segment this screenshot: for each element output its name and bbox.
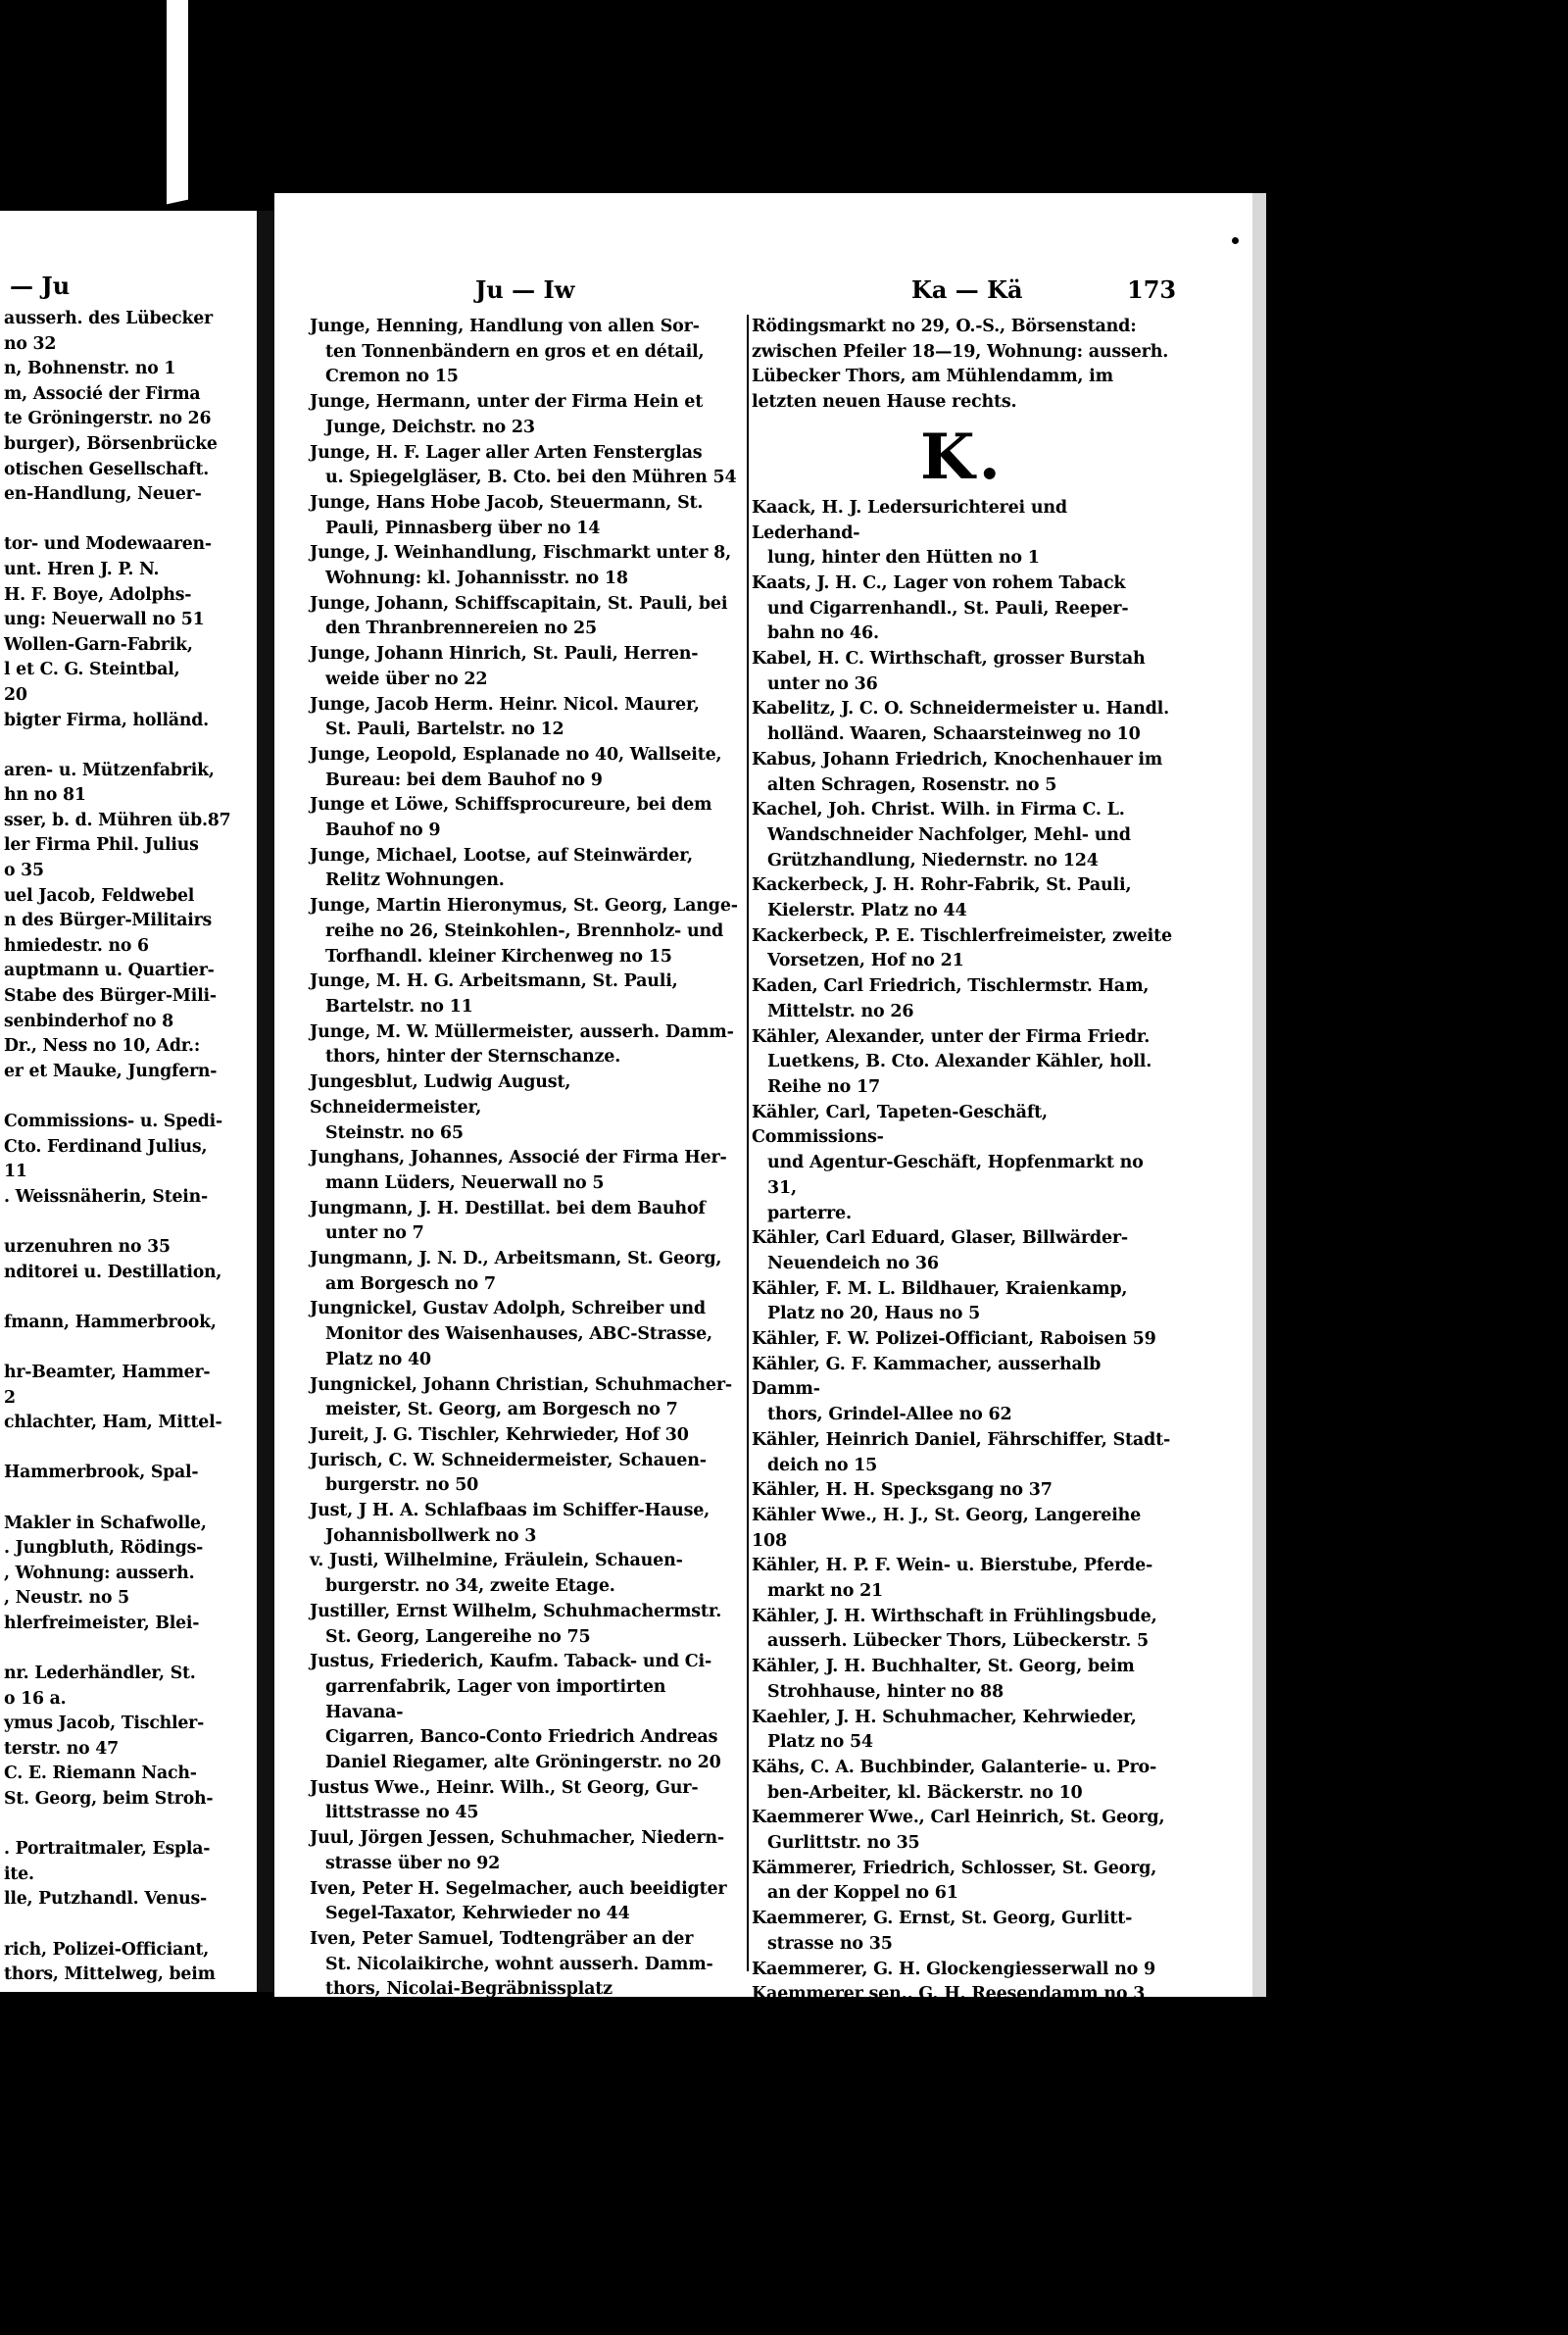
left-line: H. F. Boye, Adolphs-	[4, 584, 192, 605]
left-line: burger), Börsenbrücke	[4, 433, 218, 454]
entry-first-line: Kabel, H. C. Wirthschaft, grosser Burstah	[752, 649, 1146, 670]
entry-continuation: Poststr. no 17	[767, 2135, 898, 2156]
left-line: chlachter, Ham, Mittel-	[4, 1413, 222, 1433]
directory-entry	[752, 1806, 1173, 1856]
directory-entry	[310, 2078, 746, 2229]
directory-entry	[310, 1146, 746, 1196]
page-number: 173	[1127, 275, 1177, 304]
entry-first-line: Iven, Peter H. Segelmacher, auch beeidigter	[310, 1878, 727, 1899]
directory-entry	[310, 2028, 746, 2078]
entry-continuation: St. Nicolaikirche, wohnt ausserh. Damm-	[325, 1954, 713, 1974]
entry-first-line: Kaehler, J. H. Schuhmacher, Kehrwieder,	[752, 1707, 1137, 1727]
directory-entry	[310, 793, 746, 843]
entry-first-line: Kaemmerer, Wilh. H. unter obiger Firma,	[752, 2110, 1143, 2130]
directory-entry	[310, 1650, 746, 1776]
entry-continuation: Bureau: bei dem Bauhof no 9	[325, 770, 603, 790]
left-running-head: — Ju	[10, 272, 71, 300]
left-line: Stabe des Bürger-Mili-	[4, 986, 217, 1007]
entry-continuation: sicherungs Gesellschaft in Triest, Compt:	[325, 2206, 715, 2226]
directory-entry	[752, 798, 1173, 873]
entry-continuation: Pauli, Pinnasberg über no 14	[325, 518, 601, 538]
directory-entry	[752, 2159, 1173, 2234]
entry-continuation: markt no 21	[767, 1581, 884, 1602]
left-line	[4, 1335, 254, 1361]
left-line: otischen Gesellschaft.	[4, 459, 210, 479]
left-line: l et C. G. Steintbal,	[4, 660, 180, 680]
continuation-line: letzten neuen Hause rechts.	[752, 392, 1017, 413]
left-line: en-Handlung, Neuer-	[4, 484, 202, 505]
entry-continuation: Torfhandl. kleiner Kirchenweg no 15	[325, 946, 672, 967]
book-gutter	[257, 211, 274, 1992]
entry-continuation: Firma, Reesendamm no 3	[767, 2034, 1008, 2055]
directory-entry	[310, 969, 746, 1019]
directory-entry	[752, 748, 1173, 798]
entry-first-line: Iven, Wilh. Segelmacher, Kehrwieder no 44	[310, 2005, 718, 2025]
left-line: rich, Polizei-Officiant,	[4, 1939, 210, 1960]
entry-first-line: Junge, Hermann, unter der Firma Hein et	[310, 392, 704, 413]
entry-continuation: Strohhause, hinter no 88	[767, 1681, 1004, 1702]
entry-first-line: Kähler, J. H. Wirthschaft in Frühlingsbude,	[752, 1606, 1157, 1626]
entry-first-line: Jungesblut, Ludwig August, Schneidermeister,	[310, 1072, 571, 1118]
left-line: . Portraitmaler, Espla-	[4, 1839, 211, 1860]
entry-first-line: Kämmerer Wwe., Jürg. Heinr. Wilh. Häring-	[752, 2286, 1165, 2307]
entry-first-line: Kaemmerer, G. H. Söhne, Kaufleute, B. Cto.	[752, 2060, 1165, 2080]
entry-continuation: Bartelstr. no 11	[325, 996, 473, 1017]
entry-first-line: Jungnickel, Johann Christian, Schuhmacher-	[310, 1374, 732, 1395]
directory-entry	[310, 1499, 746, 1549]
entry-continuation: Vorsetzen, Hof no 21	[767, 951, 964, 971]
entry-continuation: littstrasse no 45	[325, 1803, 479, 1823]
continuation-line: Rödingsmarkt no 29, O.-S., Börsenstand:	[752, 317, 1137, 336]
entry-continuation: strasse no 8	[325, 2055, 439, 2075]
entry-continuation: Reihe no 17	[767, 1076, 880, 1097]
directory-entry	[752, 1655, 1173, 1705]
entry-continuation: sen, General-Bevollmächtigter der kaiserl.	[325, 2130, 727, 2151]
entry-continuation: thors, Nicolai-Begräbnissplatz	[325, 1979, 612, 2000]
entry-continuation: thors, hinter der Sternschanze.	[325, 1047, 621, 1068]
left-line	[4, 1486, 254, 1512]
entry-continuation: bahn no 46.	[767, 623, 879, 644]
entry-continuation: Land- und Flusstransport- und Lebensver-	[325, 2181, 723, 2202]
header-right: Ka — Kä	[911, 275, 1023, 304]
entry-first-line: Kämmerer, Friedrich, Schlosser, St. Georg,	[752, 1858, 1157, 1878]
entry-continuation: Steinstr. no 65	[325, 1122, 464, 1143]
entry-first-line: Jungnickel, Gustav Adolph, Schreiber und	[310, 1299, 706, 1319]
directory-entry	[752, 571, 1173, 647]
left-line	[4, 508, 254, 533]
left-line: ler Firma Phil. Julius	[4, 835, 199, 856]
left-line: no 32	[4, 333, 57, 354]
directory-entry	[310, 844, 746, 894]
left-line: 11	[4, 1162, 27, 1182]
directory-entry	[310, 315, 746, 390]
left-line: ymus Jacob, Tischler-	[4, 1714, 205, 1734]
entry-continuation: Neuendeich no 36	[767, 1253, 939, 1273]
left-line: terstr. no 47	[4, 1738, 119, 1759]
entry-continuation: thors, Grindel-Allee no 62	[767, 1405, 1012, 1425]
entry-continuation: königl. priv. Azienda Assicuratrice, Feuer-,	[325, 2156, 726, 2176]
entry-first-line: Kaemmerer sen., G. H. Reesendamm no 3	[752, 1984, 1146, 2005]
left-line: Dr., Ness no 10, Adr.:	[4, 1036, 201, 1057]
entry-first-line: Kähler, H. H. Specksgang no 37	[752, 1480, 1053, 1501]
left-line: . Jungbluth, Rödings-	[4, 1538, 204, 1559]
left-line: 2	[4, 1387, 16, 1408]
entry-first-line: Kähler, G. F. Kammacher, ausserhalb Damm-	[752, 1354, 1102, 1400]
left-page-text	[4, 307, 254, 2088]
entry-first-line: Juul, Jörgen Jessen, Schuhmacher, Niedern-	[310, 1828, 724, 1849]
directory-entry	[310, 1373, 746, 1423]
entry-continuation: strasse no 35	[767, 1933, 893, 1954]
entry-continuation: Luetkens, B. Cto. Alexander Kähler, holl.	[767, 1052, 1152, 1072]
directory-entry	[752, 974, 1173, 1024]
entry-first-line: Justus, Friederich, Kaufm. Taback- und Ci-	[310, 1652, 712, 1672]
entry-first-line: Jungmann, J. H. Destillat. bei dem Bauhof	[310, 1198, 706, 1218]
directory-entry	[752, 2285, 1173, 2335]
entry-first-line: Kachel, Joh. Christ. Wilh. in Firma C. L.	[752, 800, 1125, 820]
entry-continuation: und Cigarrenhandl., St. Pauli, Reeper-	[767, 598, 1129, 619]
directory-entry	[310, 1600, 746, 1650]
directory-entry	[752, 1756, 1173, 1806]
left-line: Cto. Ferdinand Julius,	[4, 1136, 208, 1157]
entry-continuation: Kielerstr. Platz no 44	[767, 901, 967, 921]
directory-entry	[752, 1504, 1173, 1554]
left-line	[4, 733, 254, 759]
entry-first-line: Kaden, Carl Friedrich, Tischlermstr. Ham,	[752, 976, 1150, 997]
entry-first-line: Jungmann, J. N. D., Arbeitsmann, St. Georg,	[310, 1249, 722, 1269]
directory-entry	[752, 924, 1173, 974]
continuation-line: zwischen Pfeiler 18—19, Wohnung: ausserh.	[752, 341, 1169, 362]
entry-first-line: Kabelitz, J. C. O. Schneidermeister u. Handl.	[752, 699, 1170, 720]
directory-entry	[310, 1423, 746, 1449]
entry-continuation: unter no 36	[767, 673, 878, 694]
directory-entry	[752, 1554, 1173, 1604]
left-line	[4, 1636, 254, 1662]
entry-first-line: Kähler, H. P. F. Wein- u. Bierstube, Pferde-	[752, 1556, 1153, 1576]
entry-continuation: St. Pauli, Bartelstr. no 12	[325, 720, 564, 740]
left-line: hmiedestr. no 6	[4, 935, 149, 956]
left-line: hlerfreimeister, Blei-	[4, 1613, 200, 1633]
directory-entry	[310, 592, 746, 642]
entry-first-line: Kähler, F. W. Polizei-Officiant, Raboisen 59	[752, 1329, 1156, 1350]
entry-continuation: ten Tonnenbändern en gros et en détail,	[325, 341, 705, 362]
directory-entry	[310, 1826, 746, 1876]
entry-first-line: Jurisch, C. W. Schneidermeister, Schauen-	[310, 1450, 707, 1470]
entry-continuation: lung, hinter den Hütten no 1	[767, 548, 1040, 569]
left-line: unt. Hren J. P. N.	[4, 559, 160, 579]
entry-continuation: Cremon no 15	[325, 367, 459, 387]
right-page	[274, 193, 1266, 2332]
entry-first-line: Kähler, J. H. Buchhalter, St. Georg, beim	[752, 1657, 1135, 1677]
directory-entry	[310, 693, 746, 743]
directory-entry	[310, 1297, 746, 1372]
entry-continuation: strasse über no 92	[325, 1853, 501, 1873]
entry-continuation: meister, St. Georg, am Borgesch no 7	[325, 1400, 678, 1420]
left-line: , Neustr. no 5	[4, 1588, 129, 1609]
header-left: Ju — Iw	[475, 275, 575, 304]
entry-first-line: Kaack, H. J. Ledersurichterei und Lederhand-	[752, 497, 1067, 543]
entry-continuation: deich no 15	[767, 1455, 878, 1475]
directory-entry	[752, 873, 1173, 923]
entry-continuation: Daniel Riegamer, alte Gröningerstr. no 20	[325, 1753, 721, 1773]
left-line: thors, Mittelweg, beim	[4, 1964, 216, 1985]
entry-first-line: Kähler, F. M. L. Bildhauer, Kraienkamp,	[752, 1278, 1128, 1299]
entry-continuation: ausserh. Lübecker Thors, Lübeckerstr. 5	[767, 1631, 1149, 1652]
left-line: sser, b. d. Mühren üb.87	[4, 810, 231, 830]
entry-first-line: Junghans, Johannes, Associé der Firma Her-	[310, 1148, 727, 1168]
entry-continuation: G. H. et W. H. Kaemmerer, Poststr. 17	[767, 2085, 1122, 2106]
entry-continuation: Relitz Wohnungen.	[325, 870, 505, 891]
left-line: nditorei u. Destillation,	[4, 1262, 222, 1282]
entry-first-line: Kaemmerer, G. Ernst, St. Georg, Gurlitt-	[752, 1909, 1133, 1929]
entry-first-line: Junge, M. H. G. Arbeitsmann, St. Pauli,	[310, 971, 678, 992]
left-line: tor- und Modewaaren-	[4, 534, 212, 555]
entry-continuation: Monitor des Waisenhauses, ABC-Strasse,	[325, 1324, 712, 1345]
directory-entry	[752, 1025, 1173, 1101]
entry-continuation: holländ. Waaren, Schaarsteinweg no 10	[767, 724, 1141, 745]
entry-first-line: Kähler, Alexander, unter der Firma Friedr.	[752, 1026, 1151, 1047]
entry-first-line: Kaemmerer Wwe., Carl Heinrich, St. Georg,	[752, 1808, 1165, 1828]
directory-entry	[310, 1927, 746, 2003]
left-page	[0, 211, 257, 2085]
left-line: 20	[4, 684, 27, 705]
left-line: , Glasermeister, kobe	[4, 2014, 202, 2035]
page-header	[274, 275, 1254, 311]
left-line: hr-Beamter, Hammer-	[4, 1362, 211, 1382]
entry-continuation: Platz no 54	[767, 1732, 873, 1753]
directory-entry	[752, 2058, 1173, 2108]
left-line: n, Bohnenstr. no 1	[4, 359, 176, 379]
directory-entry	[310, 1020, 746, 1070]
entry-continuation: markt über no 14	[767, 2261, 933, 2282]
directory-entry	[310, 2003, 746, 2028]
entry-continuation: den Thranbrennereien no 25	[325, 619, 597, 639]
left-line: n des Bürger-Militairs	[4, 911, 213, 931]
left-line: o 35	[4, 861, 44, 881]
entry-first-line: Junge, Jacob Herm. Heinr. Nicol. Maurer,	[310, 694, 700, 715]
left-line	[4, 1913, 254, 1938]
directory-entry	[310, 491, 746, 541]
entry-first-line: Junge, Hans Hobe Jacob, Steuermann, St.	[310, 492, 704, 513]
left-line	[4, 1210, 254, 1235]
directory-entry	[752, 496, 1173, 571]
ink-dot	[1232, 237, 1239, 244]
entry-first-line: Kaemmerer, G. H. Glockengiesserwall no 9	[752, 1959, 1156, 1979]
directory-entry	[310, 642, 746, 692]
directory-entry	[310, 541, 746, 591]
directory-entry	[310, 1877, 746, 1927]
left-line: , Wohnung: ausserh.	[4, 1563, 195, 1583]
entry-continuation: Junge, Deichstr. no 23	[325, 417, 535, 437]
directory-entry	[752, 1277, 1173, 1327]
entry-first-line: Junge, Michael, Lootse, auf Steinwärder,	[310, 845, 693, 866]
entry-first-line: Kähs, C. A. Buchbinder, Galanterie- u. Pro-	[752, 1757, 1157, 1777]
entry-first-line: Junge, Martin Hieronymus, St. Georg, Lange-	[310, 896, 738, 917]
bookmark-ribbon	[167, 0, 188, 206]
left-line: lle, Putzhandl. Venus-	[4, 1889, 207, 1910]
left-line	[4, 1813, 254, 1838]
directory-entry	[310, 1549, 746, 1599]
entry-continuation: Platz no 20, Haus no 5	[767, 1304, 981, 1324]
directory-entry	[752, 697, 1173, 747]
entry-first-line: Iwersen, C. L. W. Commission u. Spedition,	[310, 2080, 713, 2101]
left-line: fmann, Hammerbrook,	[4, 1312, 217, 1332]
entry-first-line: Kähler, Heinrich Daniel, Fährschiffer, Stadt-	[752, 1429, 1171, 1450]
directory-entry	[752, 1353, 1173, 1428]
left-line: m, Associé der Firma	[4, 383, 201, 404]
left-line: hn no 81	[4, 785, 86, 806]
entry-continuation: Mittelstr. no 26	[767, 1001, 914, 1021]
entry-first-line: v. Justi, Wilhelmine, Fräulein, Schauen-	[310, 1551, 683, 1571]
directory-entry	[310, 390, 746, 440]
directory-entry	[752, 1428, 1173, 1478]
entry-first-line: Justiller, Ernst Wilhelm, Schuhmachermstr.	[310, 1601, 722, 1621]
left-line	[4, 1084, 254, 1110]
left-line: Makler in Schafwolle,	[4, 1513, 207, 1533]
directory-entry	[752, 1101, 1173, 1227]
directory-entry	[310, 1776, 746, 1826]
section-letter: K.	[920, 420, 1004, 494]
directory-entry	[752, 1982, 1173, 2008]
entry-continuation: Bauhof no 9	[325, 820, 441, 841]
entry-continuation: Grützhandlung, Niedernstr. no 124	[767, 850, 1099, 870]
directory-entry	[310, 1070, 746, 1146]
directory-entry	[752, 1907, 1173, 1957]
directory-entry	[752, 1327, 1173, 1353]
entry-continuation: Wohnung: kl. Johannisstr. no 18	[325, 569, 628, 589]
entry-continuation: Gurlittstr. no 35	[767, 1833, 920, 1854]
entry-first-line: Iversen Wwe., Lorenz, St. Pauli, Heinrich-	[310, 2029, 705, 2050]
left-line: C. E. Riemann Nach-	[4, 1764, 197, 1784]
entry-continuation: Cigarren, Banco-Conto Friedrich Andreas	[325, 1727, 718, 1748]
left-line: te Gröningerstr. no 26	[4, 409, 212, 429]
directory-entry	[752, 2109, 1173, 2159]
entry-continuation: reihe no 26, Steinkohlen-, Brennholz- und	[325, 920, 724, 941]
directory-entry	[310, 1449, 746, 1499]
entry-first-line: Kämmerer, H. C. Schneidermeister, gr. Neu-	[752, 2236, 1169, 2257]
entry-continuation: u. Spiegelgläser, B. Cto. bei den Mühren 54	[325, 468, 737, 488]
directory-entry	[310, 441, 746, 491]
left-line: andlung, neust. Fuhlen-	[4, 2064, 227, 2085]
directory-entry	[752, 1958, 1173, 1983]
entry-continuation: am Borgesch no 7	[325, 1273, 496, 1294]
directory-entry	[310, 1247, 746, 1297]
entry-first-line: Justus Wwe., Heinr. Wilh., St Georg, Gur-	[310, 1777, 699, 1798]
entry-first-line: Kaemmerer jun., G. H. unter nachstehender	[752, 2010, 1168, 2029]
directory-entry	[752, 1857, 1173, 1907]
entry-continuation: Wandschneider Nachfolger, Mehl- und	[767, 824, 1131, 845]
directory-entry	[752, 2234, 1173, 2284]
entry-continuation: Banco-Conto Carl Ludwig Wilhelm Iwer-	[325, 2105, 707, 2125]
left-line: ung: Neuerwall no 51	[4, 610, 205, 630]
left-line: uel Jacob, Feldwebel	[4, 885, 195, 906]
directory-entry	[752, 1226, 1173, 1276]
entry-continuation: weide über no 22	[325, 669, 488, 689]
entry-first-line: Kabus, Johann Friedrich, Knochenhauer im	[752, 749, 1163, 770]
entry-continuation: alten Schragen, Rosenstr. no 5	[767, 774, 1057, 795]
entry-first-line: Junge, J. Weinhandlung, Fischmarkt unter 8,	[310, 543, 731, 564]
left-line: bigter Firma, holländ.	[4, 710, 209, 730]
entry-first-line: Kämmerer, Georg Ludwig, Weissbäcker, Stein-	[752, 2161, 1128, 2206]
entry-continuation: St. Georg, Langereihe no 75	[325, 1626, 591, 1647]
entry-continuation: handl. Teilfeld unter no 31	[767, 2311, 1019, 2332]
directory-entry	[752, 647, 1173, 697]
entry-first-line: Kähler, Carl Eduard, Glaser, Billwärder-	[752, 1228, 1128, 1249]
entry-first-line: Kackerbeck, J. H. Rohr-Fabrik, St. Pauli,	[752, 875, 1132, 896]
directory-entry	[310, 894, 746, 969]
left-line	[4, 2038, 254, 2063]
directory-entry	[752, 1478, 1173, 1504]
entry-first-line: Kaats, J. H. C., Lager von rohem Taback	[752, 572, 1126, 593]
left-line: urzenuhren no 35	[4, 1236, 171, 1257]
directory-entry	[752, 2008, 1173, 2058]
entry-first-line: Kähler Wwe., H. J., St. Georg, Langereihe 108	[752, 1505, 1142, 1551]
entry-continuation: burgerstr. no 50	[325, 1475, 479, 1496]
entry-first-line: Iven, Peter Samuel, Todtengräber an der	[310, 1929, 694, 1949]
directory-entry	[310, 1197, 746, 1247]
left-line: ausserh. des Lübecker	[4, 309, 213, 328]
left-line: Commissions- u. Spedi-	[4, 1112, 223, 1131]
page-edge	[1252, 193, 1266, 1997]
left-line: nr. Lederhändler, St.	[4, 1664, 196, 1684]
entry-continuation: unter no 7	[325, 1223, 424, 1244]
entry-first-line: Just, J H. A. Schlafbaas im Schiffer-Hause,	[310, 1501, 710, 1521]
entry-continuation: strasse no 84	[767, 2211, 893, 2231]
continuation-line: Lübecker Thors, am Mühlendamm, im	[752, 367, 1113, 387]
left-line: Hammerbrook, Spal-	[4, 1463, 199, 1483]
entry-first-line: Junge, Leopold, Esplanade no 40, Wallseite,	[310, 744, 722, 765]
left-line: senbinderhof no 8	[4, 1011, 173, 1031]
directory-entry	[310, 743, 746, 793]
entry-continuation: und Agentur-Geschäft, Hopfenmarkt no 31,	[767, 1153, 1144, 1198]
entry-continuation: burgerstr. no 34, zweite Etage.	[325, 1576, 615, 1597]
left-line: aren- u. Mützenfabrik,	[4, 760, 215, 780]
entry-continuation: mann Lüders, Neuerwall no 5	[325, 1172, 605, 1193]
entry-first-line: Kackerbeck, P. E. Tischlerfreimeister, zweite	[752, 925, 1172, 946]
entry-continuation: garrenfabrik, Lager von importirten Havana-	[325, 1676, 666, 1722]
continued-entry	[752, 315, 1173, 416]
entry-first-line: Junge et Löwe, Schiffsprocureure, bei dem	[310, 795, 712, 816]
left-line	[4, 1988, 254, 2013]
left-line	[4, 1436, 254, 1462]
k-entries	[752, 496, 1173, 2335]
entry-first-line: Junge, H. F. Lager aller Arten Fensterglas	[310, 442, 703, 463]
left-line: er et Mauke, Jungfern-	[4, 1061, 218, 1081]
column-2	[752, 315, 1173, 2335]
entry-continuation: Platz no 40	[325, 1349, 431, 1369]
left-line	[4, 1285, 254, 1311]
entry-first-line: Kähler, Carl, Tapeten-Geschäft, Commissions-	[752, 1102, 1048, 1148]
entry-continuation: parterre.	[767, 1203, 852, 1223]
entry-continuation: ben-Arbeiter, kl. Bäckerstr. no 10	[767, 1782, 1083, 1803]
left-line: . Weissnäherin, Stein-	[4, 1186, 208, 1207]
left-line: Wollen-Garn-Fabrik,	[4, 634, 193, 655]
left-line: o 16 a.	[4, 1688, 67, 1709]
entry-first-line: Jureit, J. G. Tischler, Kehrwieder, Hof 30	[310, 1424, 689, 1445]
entry-first-line: Junge, Henning, Handlung von allen Sor-	[310, 317, 700, 336]
entry-first-line: Junge, M. W. Müllermeister, ausserh. Damm-	[310, 1021, 734, 1042]
entry-continuation: Segel-Taxator, Kehrwieder no 44	[325, 1904, 630, 1924]
entry-continuation: an der Koppel no 61	[767, 1883, 958, 1904]
left-line: St. Georg, beim Stroh-	[4, 1789, 214, 1810]
entry-first-line: Junge, Johann Hinrich, St. Pauli, Herren-	[310, 644, 699, 665]
directory-entry	[752, 1706, 1173, 1756]
entry-continuation: Johannisbollwerk no 3	[325, 1525, 537, 1546]
entry-first-line: Junge, Johann, Schiffscapitain, St. Pauli, bei	[310, 593, 728, 614]
left-line: ite.	[4, 1863, 34, 1884]
directory-entry	[752, 1605, 1173, 1655]
left-line: auptmann u. Quartier-	[4, 961, 215, 981]
